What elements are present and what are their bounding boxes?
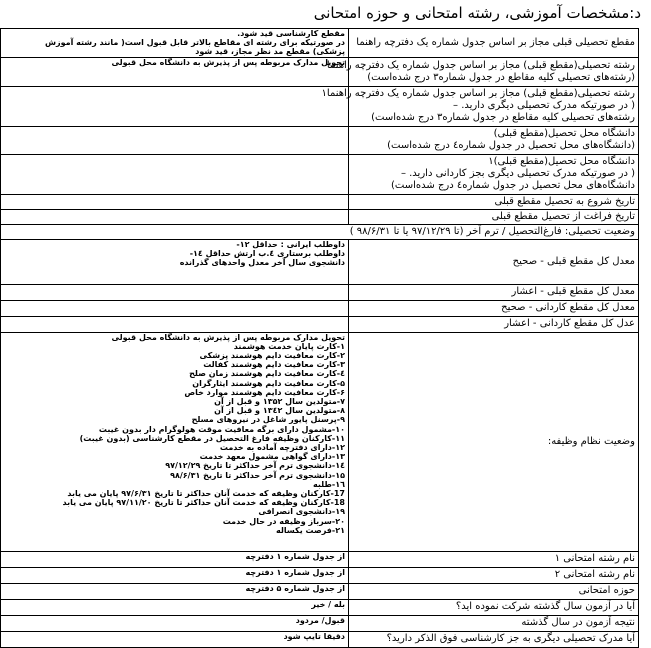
field-value[interactable]: بله / خیر [1,599,349,615]
table-row [1,29,639,58]
table-row [1,615,639,631]
field-value[interactable] [1,284,349,300]
field-label: دانشگاه محل تحصیل(مقطع قبلی) (دانشگاه‌های محل تحصیل در جدول شماره٤ درج شده‌است) [349,126,639,154]
field-value[interactable]: تحویل مدارک مربوطه پس از پذیرش به دانشگاه محل قبولی [1,57,349,86]
table-row [1,86,639,126]
field-label: آیا در آزمون سال گذشته شرکت نموده اید؟ [349,599,639,615]
field-label: تاریخ شروع به تحصیل مقطع قبلی [349,194,639,209]
table-row [1,194,639,209]
field-label: عدل کل مقطع کاردانی - اعشار [349,316,639,332]
field-label: دانشگاه محل تحصیل(مقطع قبلی)۱ ( در صورتیکه مدرک تحصیلی دیگری بجز کاردانی دارید. – دانشگاه‌های محل تحصیل در جدول شماره٤ درج شده‌است) [349,154,639,194]
field-label: نام رشته امتحانی ۱ [349,551,639,567]
field-label: رشته تحصیلی(مقطع قبلی) مجاز بر اساس جدول شماره یک دفترچه راهنما۱ ( در صورتیکه مدرک تحصیلی دیگری دارید. – رشته‌های تحصیلی کلیه مقاطع در جدول شماره۳ درج شده‌است) [349,86,639,126]
field-value[interactable] [1,154,349,194]
field-label: حوزه امتحانی [349,583,639,599]
table-row [1,224,639,239]
field-value[interactable] [1,209,349,224]
field-value[interactable]: از جدول شماره ۱ دفترچه [1,567,349,583]
field-value[interactable] [1,316,349,332]
table-row [1,209,639,224]
field-label: نام رشته امتحانی ۲ [349,567,639,583]
field-label: آیا مدرک تحصیلی دیگری به جز کارشناسی فوق الذکر دارید؟ [349,631,639,647]
field-value[interactable]: قبول/ مردود [1,615,349,631]
field-value[interactable]: مقطع کارشناسی قید شود. در صورتیکه برای رشته ای مقاطع بالاتر قابل قبول است( مانند رشته آموزش پزشکی) مقطع مد نظر مجاز، قید شود [1,29,349,58]
field-value[interactable] [1,86,349,126]
table-row [1,583,639,599]
field-label: معدل کل مقطع قبلی - اعشار [349,284,639,300]
field-label: معدل کل مقطع قبلی - صحیح [349,239,639,284]
table-row [1,599,639,615]
field-label: رشته تحصیلی(مقطع قبلی) مجاز بر اساس جدول شماره یک دفترچه راهنما (رشته‌های تحصیلی کلیه مقاطع در جدول شماره۳ درج شده‌است) [349,57,639,86]
section-title: د:مشخصات آموزشی، رشته امتحانی و حوزه امتحانی [313,4,641,22]
table-row [1,567,639,583]
table-row [1,300,639,316]
table-row [1,154,639,194]
field-label: وضعیت نظام وظیفه: [349,332,639,551]
field-value[interactable] [1,194,349,209]
field-value[interactable] [1,126,349,154]
field-label: معدل کل مقطع کاردانی - صحیح [349,300,639,316]
field-label: تاریخ فراغت از تحصیل مقطع قبلی [349,209,639,224]
table-row [1,631,639,647]
education-form-table [0,28,639,648]
table-row [1,57,639,86]
table-row [1,284,639,300]
field-value[interactable]: داوطلب ایرانی : حداقل ١٢- داوطلب برستاری ٤.ب ارتش حداقل ١٤- دانشجوی سال آخر معدل واحدهای گذرانده [1,239,349,284]
field-label: نتیجه آزمون در سال گذشته [349,615,639,631]
education-status-field[interactable]: وضعیت تحصیلی: فارغ‌التحصیل / ترم آخر (تا ۹۷/۱۲/۲۹ یا تا ۹۸/۶/۳۱ ) [1,224,639,239]
table-row [1,332,639,551]
field-value[interactable]: دقیقا تایپ شود [1,631,349,647]
table-row [1,126,639,154]
field-value[interactable]: از جدول شماره ۱ دفترچه [1,551,349,567]
military-duty-options[interactable]: تحویل مدارک مربوطه پس از پذیرش به دانشگاه محل قبولی ۱-کارت پایان خدمت هوشمند ۲-کارت معافیت دایم هوشمند پزشکی ۳-کارت معافیت دایم هوشمند کفالت ٤-کارت معافیت دایم هوشمند زمان صلح ۵-کارت معافیت دایم هوشمند ایثارگران ۶-کارت معافیت دایم هوشمند موارد خاص ۷-متولدین سال ۱۳۵۲ و قبل از آن ۸-متولدین سال ۱۳٤۲ و قبل از آن ۹-پرسنل پایور شاغل در نیروهای مسلح ۱۰-مشمول دارای برگه معافیت موقت هولوگرام دار بدون غیبت ۱۱-کارکنان وظیفه فارغ التحصیل در مقطع کارشناسی (بدون غیبت) ۱۲-دارای دفترچه آماده به خدمت ۱۳-دارای گواهی مشمول معهد خدمت ١٤-دانشجوی ترم آخر حداکثر تا تاریخ ۹۷/۱۲/۲۹ ١۵-دانشجوی ترم آخر حداکثر تا تاریخ ۹۸/۶/۳۱ ١٦-طلبه 17-کارکنان وظیفه که خدمت آنان حداکثر تا تاریخ ۹۷/۶/۳۱ پایان می یابد 18-کارکنان وظیفه که خدمت آنان حداکثر تا تاریخ ۹۷/۱۱/۲۰ پایان می یابد ۱۹-دانشجوی انصرافی ۲۰-سرباز وظیفه در حال خدمت ۲۱-فرصت یکساله [1,332,349,551]
table-row [1,239,639,284]
table-row [1,316,639,332]
field-value[interactable] [1,300,349,316]
field-value[interactable]: از جدول شماره ۵ دفترچه [1,583,349,599]
field-label: مقطع تحصیلی قبلی مجاز بر اساس جدول شماره یک دفترچه راهنما [349,29,639,58]
table-row [1,551,639,567]
